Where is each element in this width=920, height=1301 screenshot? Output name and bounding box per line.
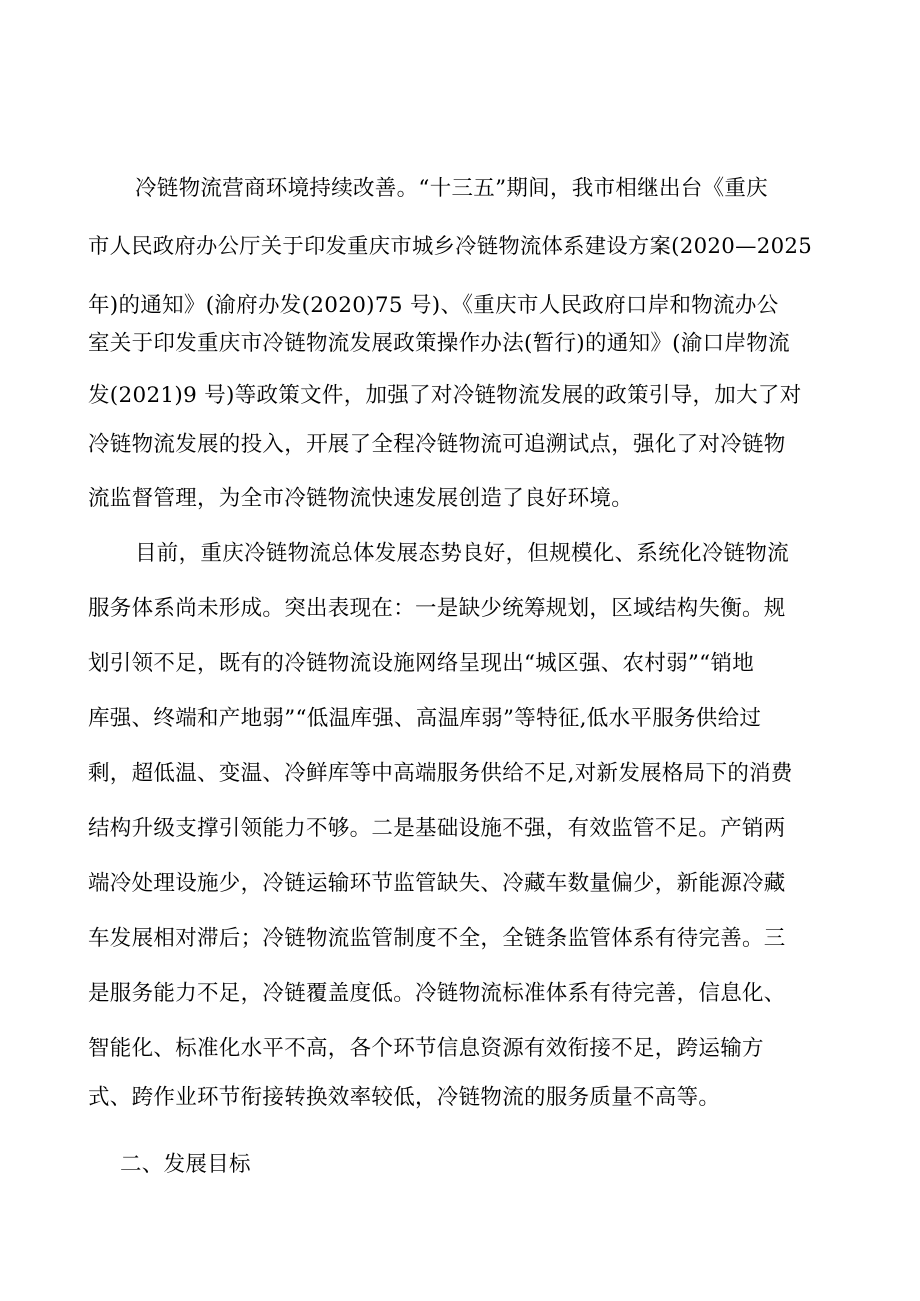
paragraph-line: 冷链物流营商环境持续改善。“十三五”期间，我市相继出台《重庆: [135, 176, 768, 201]
paragraph-line: 室关于印发重庆市冷链物流发展政策操作办法(暂行)的通知》(渝口岸物流: [88, 331, 790, 356]
paragraph-line: 车发展相对滞后；冷链物流监管制度不全，全链条监管体系有待完善。三: [88, 926, 786, 951]
paragraph-line: 是服务能力不足，冷链覆盖度低。冷链物流标准体系有待完善，信息化、: [88, 981, 786, 1006]
paragraph-line: 剩，超低温、变温、冷鲜库等中高端服务供给不足,对新发展格局下的消费: [88, 761, 793, 786]
paragraph-line: 流监督管理，为全市冷链物流快速发展创造了良好环境。: [88, 486, 634, 511]
paragraph-line: 结构升级支撑引领能力不够。二是基础设施不强，有效监管不足。产销两: [88, 816, 786, 841]
section-heading: 二、发展目标: [120, 1152, 251, 1177]
paragraph-line: 目前，重庆冷链物流总体发展态势良好，但规模化、系统化冷链物流: [135, 541, 790, 566]
paragraph-line: 冷链物流发展的投入，开展了全程冷链物流可追溯试点，强化了对冷链物: [88, 432, 786, 457]
paragraph-line: 库强、终端和产地弱”“低温库强、高温库弱”等特征,低水平服务供给过: [88, 706, 762, 731]
paragraph-line: 式、跨作业环节衔接转换效率较低，冷链物流的服务质量不高等。: [88, 1085, 721, 1110]
paragraph-line: 划引领不足，既有的冷链物流设施网络呈现出“城区强、农村弱”“销地: [88, 651, 755, 676]
paragraph-line: 市人民政府办公厅关于印发重庆市城乡冷链物流体系建设方案(2020—2025: [88, 234, 813, 259]
paragraph-line: 端冷处理设施少，冷链运输环节监管缺失、冷藏车数量偏少，新能源冷藏: [88, 871, 786, 896]
paragraph-line: 发(2021)9 号)等政策文件，加强了对冷链物流发展的政策引导，加大了对: [88, 383, 802, 408]
paragraph-line: 年)的通知》(渝府办发(2020)75 号)、《重庆市人民政府口岸和物流办公: [88, 293, 779, 318]
paragraph-line: 智能化、标准化水平不高，各个环节信息资源有效衔接不足，跨运输方: [88, 1036, 764, 1061]
paragraph-line: 服务体系尚未形成。突出表现在：一是缺少统筹规划，区域结构失衡。规: [88, 596, 786, 621]
